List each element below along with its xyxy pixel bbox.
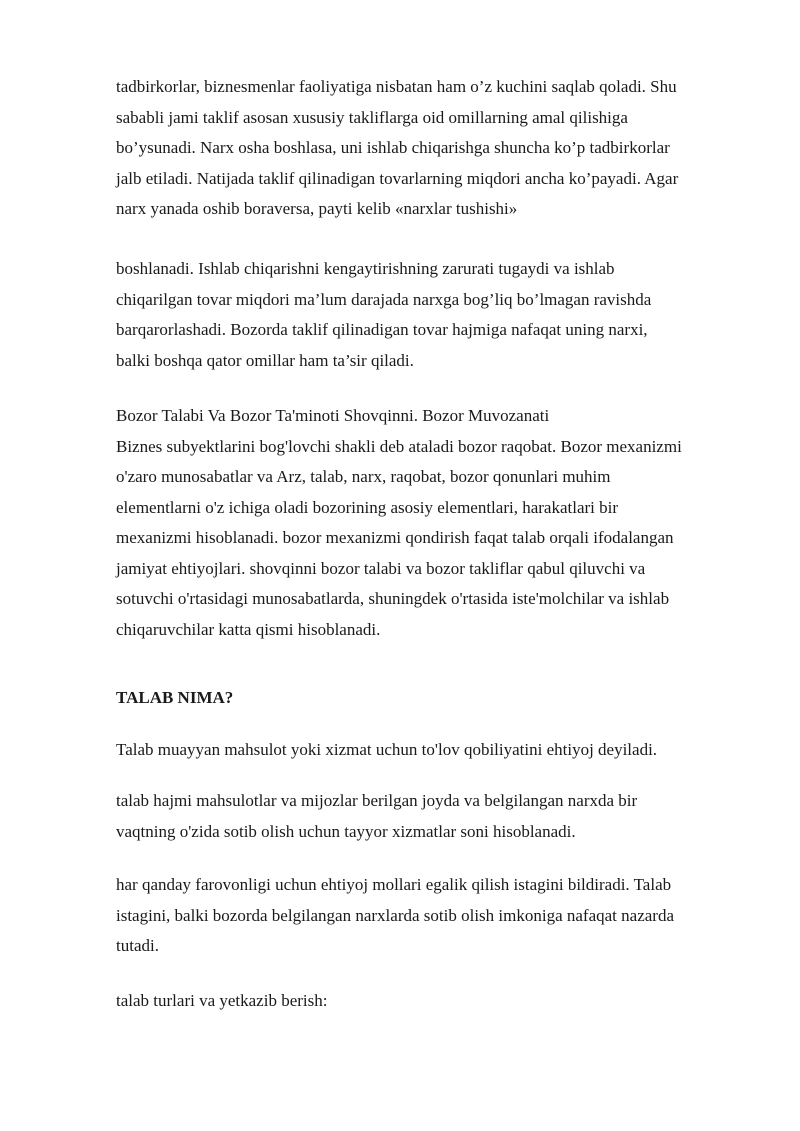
heading-text: TALAB NIMA? [116,688,234,707]
text-line: o'zaro munosabatlar va Arz, talab, narx, raqobat, bozor qonunlari muhim [116,467,611,486]
text-line: elementlarni o'z ichiga oladi bozorining asosiy elementlari, harakatlari bir [116,497,619,517]
text-line: chiqarilgan tovar miqdori ma’lum darajada narxga bog’liq bo’lmagan ravishda [116,289,652,309]
paragraph-1 [116,72,756,225]
paragraph-2 [116,254,756,376]
text-line: narx yanada oshib boraversa, payti kelib «narxlar tushishi» [116,199,518,218]
text-line: balki boshqa qator omillar ham ta’sir qiladi. [116,350,414,370]
text-line: boshlanadi. Ishlab chiqarishni kengaytirishning zarurati tugaydi va ishlab [116,259,615,278]
paragraph-5 [116,786,756,847]
text-line: Talab muayyan mahsulot yoki xizmat uchun to'lov qobiliyatini ehtiyoj deyiladi. [116,740,658,759]
text-line: talab hajmi mahsulotlar va mijozlar berilgan joyda va belgilangan narxda bir [116,791,638,810]
paragraph-4 [116,735,756,766]
text-line: vaqtning o'zida sotib olish uchun tayyor xizmatlar soni hisoblanadi. [116,821,576,841]
text-line: sababli jami taklif asosan xususiy takliflarga oid omillarning amal qilishiga [116,107,628,127]
text-line: bo’ysunadi. Narx osha boshlasa, uni ishlab chiqarishga shuncha ko’p tadbirkorlar [116,138,670,157]
text-line: tutadi. [116,936,159,955]
text-line: istagini, balki bozorda belgilangan narxlarda sotib olish imkoniga nafaqat nazarda [116,905,674,925]
paragraph-3 [116,401,756,645]
text-line: har qanday farovonligi uchun ehtiyoj mollari egalik qilish istagini bildiradi. Talab [116,875,672,894]
text-line: chiqaruvchilar katta qismi hisoblanadi. [116,619,381,639]
text-line: tadbirkorlar, biznesmenlar faoliyatiga nisbatan ham o’z kuchini saqlab qoladi. Shu [116,77,677,96]
text-line: barqarorlashadi. Bozorda taklif qilinadigan tovar hajmiga nafaqat uning narxi, [116,320,648,339]
text-line: mexanizmi hisoblanadi. bozor mexanizmi qondirish faqat talab orqali ifodalangan [116,528,674,547]
text-line: jamiyat ehtiyojlari. shovqinni bozor talabi va bozor takliflar qabul qiluvchi va [116,558,646,578]
section-heading [116,683,756,714]
text-line: talab turlari va yetkazib berish: [116,991,328,1010]
paragraph-6 [116,870,756,962]
text-line: Bozor Talabi Va Bozor Ta'minoti Shovqinni. Bozor Muvozanati [116,406,550,425]
text-line: Biznes subyektlarini bog'lovchi shakli deb ataladi bozor raqobat. Bozor mexanizmi [116,436,682,456]
paragraph-7 [116,986,756,1017]
text-line: jalb etiladi. Natijada taklif qilinadigan tovarlarning miqdori ancha ko’payadi. Agar [116,168,679,188]
text-line: sotuvchi o'rtasidagi munosabatlarda, shuningdek o'rtasida iste'molchilar va ishlab [116,589,670,608]
